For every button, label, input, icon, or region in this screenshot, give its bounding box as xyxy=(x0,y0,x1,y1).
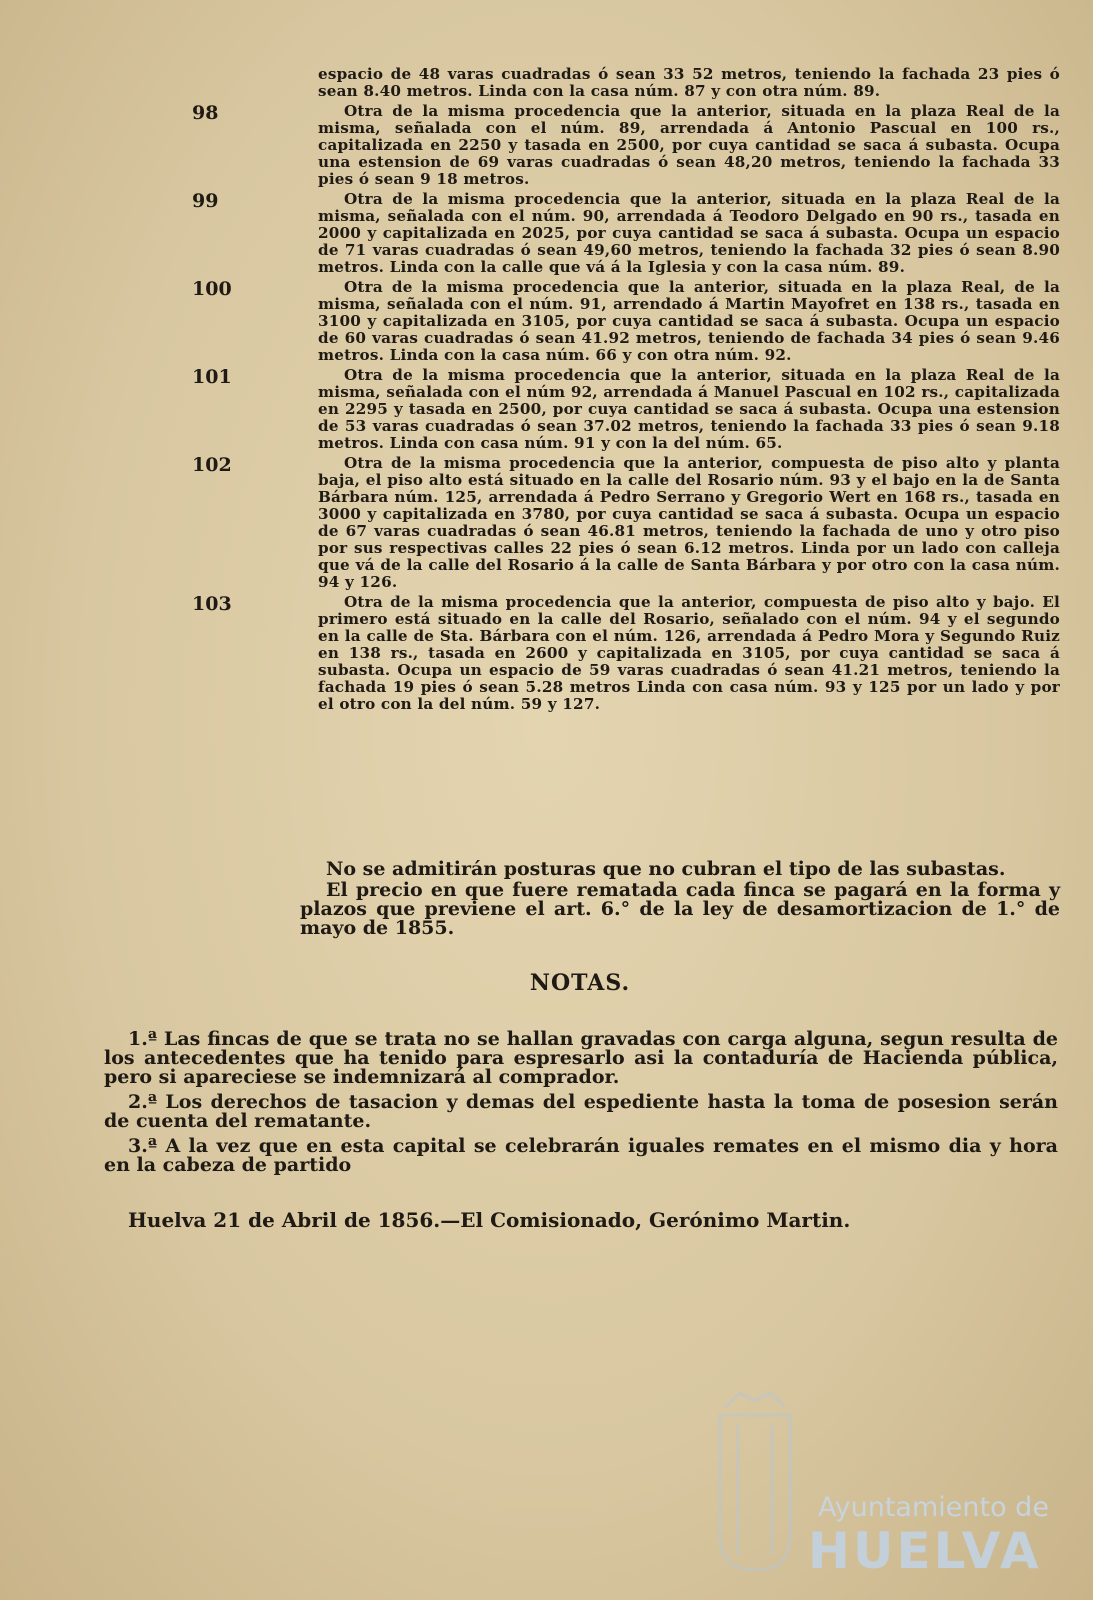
closing-paragraphs xyxy=(300,860,1060,940)
entry-number: 99 xyxy=(192,190,219,212)
watermark-line-2: HUELVA xyxy=(808,1522,1042,1580)
signature-line: Huelva 21 de Abril de 1856.—El Comisionado, Gerónimo Martin. xyxy=(128,1208,851,1232)
entry-text: Otra de la misma procedencia que la anterior, compuesta de piso alto y planta baja, el piso alto está situado en la calle del Rosario núm. 93 y el bajo en la de Santa Bárbara núm. 125, arrendada á Pedro Serrano y Gregorio Wert en 168 rs., tasada en 3000 y capitalizada en 3780, por cuya cantidad se saca á subasta. Ocupa un espacio de 67 varas cuadradas ó sean 46.81 metros, teniendo la fachada de uno y otro piso por sus respectivas calles 22 pies ó sean 6.12 metros. Linda por un lado con calleja que vá de la calle del Rosario á la calle de Santa Bárbara y por otro con la casa núm. 94 y 126. xyxy=(318,454,1060,591)
entry-103 xyxy=(0,594,1093,713)
note-item: 3.ª A la vez que en esta capital se celebrarán iguales remates en el mismo dia y hora en la cabeza de partido xyxy=(104,1135,1058,1176)
entry-text: Otra de la misma procedencia que la anterior, situada en la plaza Real, de la misma, señalada con el núm. 91, arrendado á Martin Mayofret en 138 rs., tasada en 3100 y capitalizada en 3105, por cuya cantidad se saca á subasta. Ocupa un espacio de 60 varas cuadradas ó sean 41.92 metros, teniendo de fachada 34 pies ó sean 9.46 metros. Linda con la casa núm. 66 y con otra núm. 92. xyxy=(318,278,1060,364)
note-item: 2.ª Los derechos de tasacion y demas del espediente hasta la toma de posesion serán de cuenta del rematante. xyxy=(104,1091,1058,1132)
entry-number: 101 xyxy=(192,366,232,388)
watermark-line-1: Ayuntamiento de xyxy=(818,1492,1049,1523)
entry-101 xyxy=(0,367,1093,452)
notes-list xyxy=(104,1030,1058,1181)
entry-102 xyxy=(0,455,1093,591)
entry-98 xyxy=(0,103,1093,188)
entry-text: Otra de la misma procedencia que la anterior, situada en la plaza Real de la misma, señalada con el núm 92, arrendada á Manuel Pascual en 102 rs., capitalizada en 2295 y tasada en 2500, por cuya cantidad se saca á subasta. Ocupa una estension de 53 varas cuadradas ó sean 37.02 metros, teniendo la fachada 33 pies ó sean 9.18 metros. Linda con casa núm. 91 y con la del núm. 65. xyxy=(318,366,1060,452)
entry-number: 98 xyxy=(192,102,219,124)
note-item: 1.ª Las fincas de que se trata no se hallan gravadas con carga alguna, segun resulta de los antecedentes que ha tenido para espresarlo asi la contaduría de Hacienda pública, pero si apareciese se indemnizará al comprador. xyxy=(104,1028,1058,1088)
entry-text: Otra de la misma procedencia que la anterior, situada en la plaza Real de la misma, señalada con el núm. 90, arrendada á Teodoro Delgado en 90 rs., tasada en 2000 y capitalizada en 2025, por cuya cantidad se saca á subasta. Ocupa un espacio de 71 varas cuadradas ó sean 49,60 metros, teniendo la fachada 32 pies ó sean 8.90 metros. Linda con la calle que vá á la Iglesia y con la casa núm. 89. xyxy=(318,190,1060,276)
closing-paragraph: El precio en que fuere rematada cada finca se pagará en la forma y plazos que previene el art. 6.° de la ley de desamortizacion de 1.° de mayo de 1855. xyxy=(300,879,1060,939)
entry-continuation xyxy=(0,66,1093,100)
entry-100 xyxy=(0,279,1093,364)
property-entries xyxy=(0,66,1093,716)
closing-paragraph: No se admitirán posturas que no cubran el tipo de las subastas. xyxy=(326,858,1006,880)
entry-number: 103 xyxy=(192,593,232,615)
notes-heading: NOTAS. xyxy=(529,970,631,996)
entry-number: 100 xyxy=(192,278,232,300)
entry-text: Otra de la misma procedencia que la anterior, compuesta de piso alto y bajo. El primero está situado en la calle del Rosario, señalado con el núm. 94 y el segundo en la calle de Sta. Bárbara con el núm. 126, arrendada á Pedro Mora y Segundo Ruiz en 138 rs., tasada en 2600 y capitalizada en 3105, por cuya cantidad se saca á subasta. Ocupa un espacio de 59 varas cuadradas ó sean 41.21 metros, teniendo la fachada 19 pies ó sean 5.28 metros Linda con casa núm. 93 y 125 por un lado y por el otro con la del núm. 59 y 127. xyxy=(318,593,1060,713)
entry-99 xyxy=(0,191,1093,276)
entry-text: Otra de la misma procedencia que la anterior, situada en la plaza Real de la misma, señalada con el núm. 89, arrendada á Antonio Pascual en 100 rs., capitalizada en 2250 y tasada en 2500, por cuya cantidad se saca á subasta. Ocupa una estension de 69 varas cuadradas ó sean 48,20 metros, teniendo la fachada 33 pies ó sean 9 18 metros. xyxy=(318,102,1060,188)
entry-text: espacio de 48 varas cuadradas ó sean 33 52 metros, teniendo la fachada 23 pies ó sean 8.40 metros. Linda con la casa núm. 87 y con otra núm. 89. xyxy=(318,65,1060,100)
entry-number: 102 xyxy=(192,454,232,476)
